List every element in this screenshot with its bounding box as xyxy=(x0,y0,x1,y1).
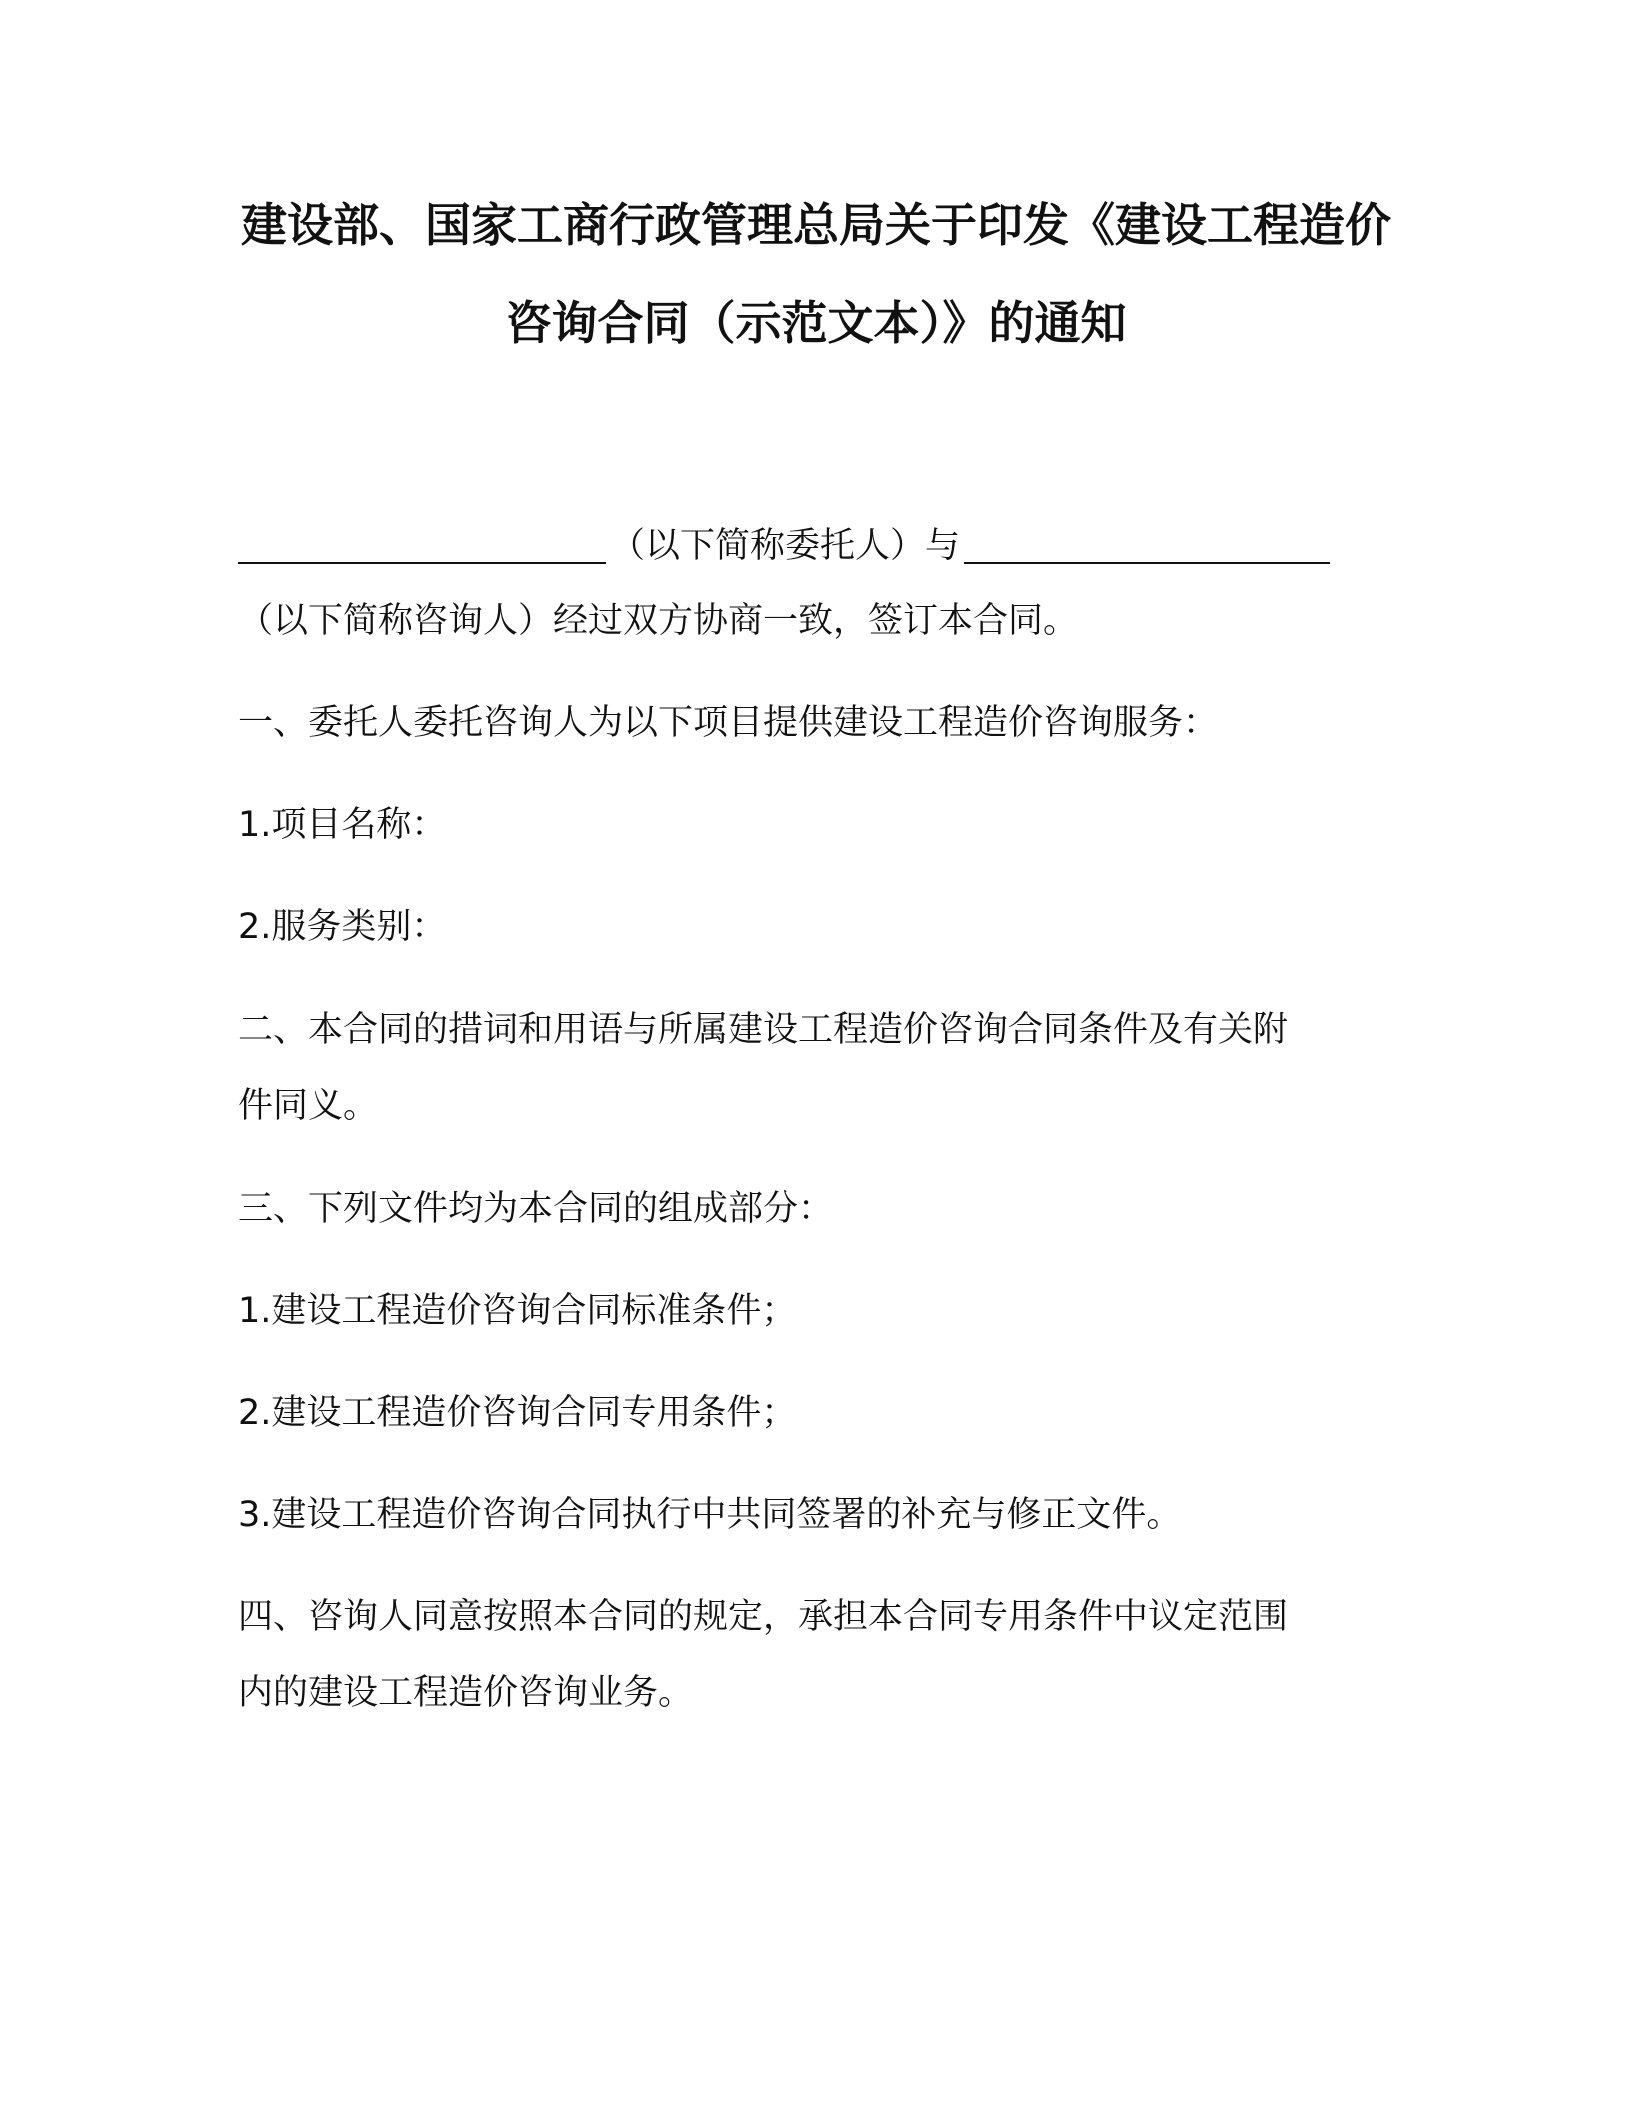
section-3-heading: 三、下列文件均为本合同的组成部分： xyxy=(238,1189,834,1229)
section-1-item-service-type: 2.服务类别： xyxy=(238,907,447,947)
party-continuation: （以下简称咨询人）经过双方协商一致，签订本合同。 xyxy=(238,601,1079,641)
section-2-line-1: 二、本合同的措词和用语与所属建设工程造价咨询合同条件及有关附 xyxy=(238,1010,1289,1050)
consultant-name-blank[interactable] xyxy=(964,528,1330,564)
section-4-line-2: 内的建设工程造价咨询业务。 xyxy=(238,1673,694,1713)
section-4-line-1: 四、咨询人同意按照本合同的规定，承担本合同专用条件中议定范围 xyxy=(238,1597,1289,1637)
section-1-heading: 一、委托人委托咨询人为以下项目提供建设工程造价咨询服务： xyxy=(238,703,1219,743)
section-3-item-3: 3.建设工程造价咨询合同执行中共同签署的补充与修正文件。 xyxy=(238,1495,1182,1535)
document-title-line-2: 咨询合同（示范文本）》的通知 xyxy=(505,296,1127,350)
party-middle-text: （以下简称委托人）与 xyxy=(610,526,961,566)
party-line xyxy=(238,528,1352,564)
section-3-item-2: 2.建设工程造价咨询合同专用条件； xyxy=(238,1393,797,1433)
document-title-line-1: 建设部、国家工商行政管理总局关于印发《建设工程造价 xyxy=(241,198,1391,252)
section-2-line-2: 件同义。 xyxy=(238,1086,379,1126)
section-1-item-project-name: 1.项目名称： xyxy=(238,805,447,845)
section-3-item-1: 1.建设工程造价咨询合同标准条件； xyxy=(238,1291,797,1331)
client-name-blank[interactable] xyxy=(238,528,606,564)
